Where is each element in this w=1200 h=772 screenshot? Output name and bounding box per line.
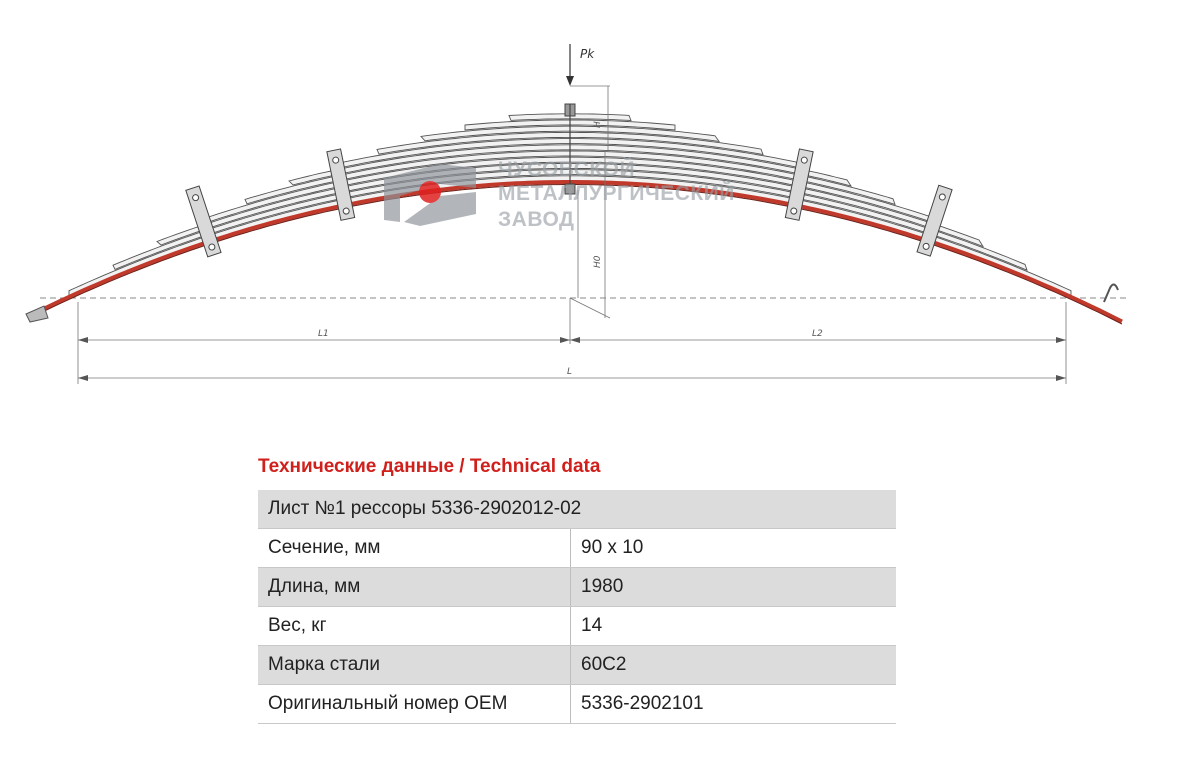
spec-label: Вес, кг: [258, 607, 571, 646]
spec-table: [258, 490, 896, 724]
dim-label-l2: L2: [812, 329, 823, 339]
spec-header: Лист №1 рессоры 5336-2902012-02: [258, 490, 896, 529]
dim-label-l: L: [567, 367, 573, 377]
load-arrow: [566, 44, 574, 86]
logo-line-2: МЕТАЛЛУРГИЧЕСКИЙ: [498, 182, 735, 205]
spec-value: 90 x 10: [571, 529, 897, 568]
spec-value: 5336-2902101: [571, 685, 897, 724]
logo-line-1: ЧУСОВСКОЙ: [498, 158, 636, 181]
spec-row: [258, 568, 896, 607]
right-eye-hook: [1104, 284, 1118, 302]
spec-header-row: [258, 490, 896, 529]
spec-row: [258, 685, 896, 724]
height-dim-label-1: H: [593, 121, 603, 128]
spec-label: Оригинальный номер OEM: [258, 685, 571, 724]
spec-value: 14: [571, 607, 897, 646]
dim-label-l1: L1: [318, 329, 329, 339]
left-end-tip: [26, 306, 48, 322]
logo-line-3: ЗАВОД: [498, 208, 575, 231]
spec-row: [258, 607, 896, 646]
load-label: Pk: [580, 47, 595, 61]
spec-value: 60С2: [571, 646, 897, 685]
height-dim-label-2: H0: [593, 255, 603, 268]
spec-row: [258, 646, 896, 685]
spec-value: 1980: [571, 568, 897, 607]
spec-row: [258, 529, 896, 568]
spec-label: Сечение, мм: [258, 529, 571, 568]
spec-label: Длина, мм: [258, 568, 571, 607]
spec-title: Технические данные / Technical data: [258, 456, 601, 477]
spec-label: Марка стали: [258, 646, 571, 685]
